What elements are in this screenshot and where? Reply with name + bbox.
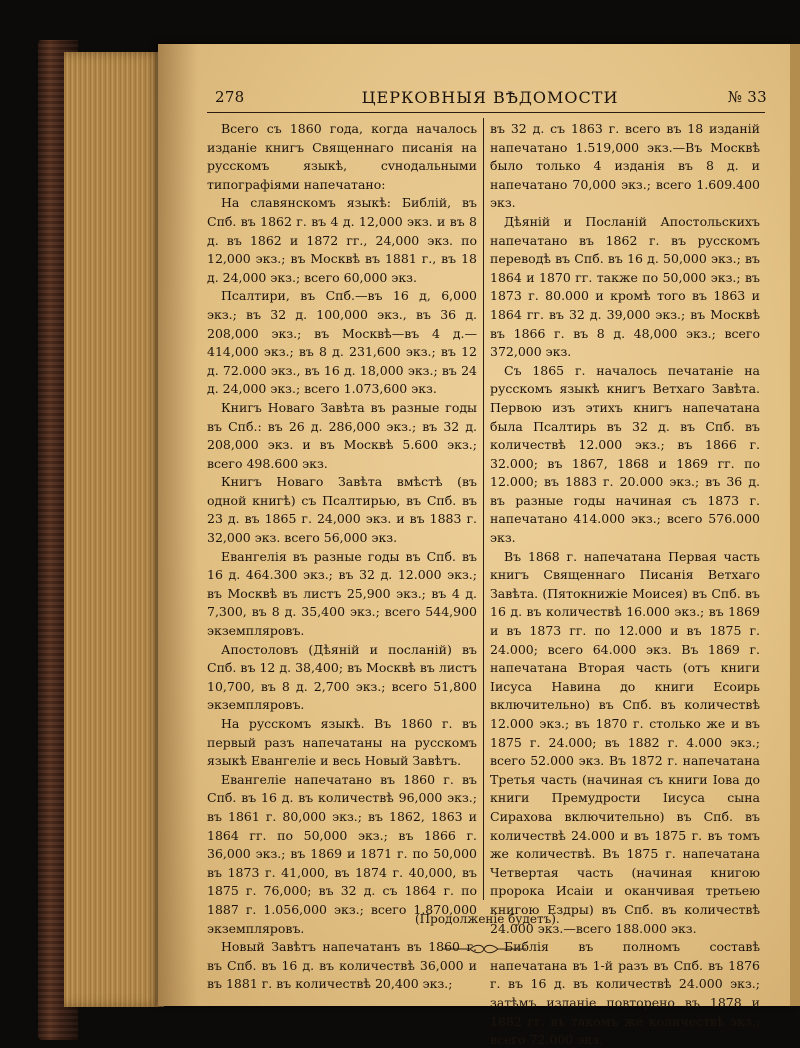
- paragraph: Книгъ Новаго Завѣта въ разные годы въ Спб.: въ 26 д. 286,000 экз.; въ 32 д. 208,000 экз. и въ Москвѣ 5.600 экз.; всего 498.600 экз.: [207, 399, 477, 471]
- page-edges: [64, 52, 164, 1007]
- paragraph: Псалтири, въ Спб.—въ 16 д, 6,000 экз.; въ 32 д. 100,000 экз., въ 36 д. 208,000 экз.; въ Москвѣ—въ 4 д.— 414,000 экз.; въ 8 д. 231,600 экз.; въ 12 д. 72.000 экз., въ 16 д. 18,000 экз.; въ 24 д. 24,000 экз.; всего 1.073,600 экз.: [207, 288, 477, 397]
- paragraph: Дѣяній и Посланій Апостольскихъ напечатано въ 1862 г. въ русскомъ переводѣ въ Спб. въ 16 д. 50,000 экз.; въ 1864 и 1870 гг. также по 50,000 экз.; въ 1873 г. 80.000 и кромѣ того въ 1863 и 1864 гг. въ 32 д. 39,000 экз.; въ Москвѣ въ 1866 г. въ 8 д. 48,000 экз.; всего 372,000 экз.: [490, 213, 760, 360]
- ornament-divider-icon: [440, 942, 528, 956]
- journal-title: ЦЕРКОВНЫЯ ВѢДОМОСТИ: [361, 88, 619, 107]
- paragraph: Новый Завѣтъ напечатанъ въ 1860 г. въ Спб. въ 16 д. въ количествѣ 36,000 и въ 1881 г. въ количествѣ 20,400 экз.;: [207, 939, 477, 992]
- paragraph: Библія въ полномъ составѣ напечатана въ 1-й разъ въ Спб. въ 1876 г. въ 16 д. въ количествѣ 24.000 экз.; затѣмъ изданіе повторено въ 1878 и 1882 гг. въ такомъ же количествѣ экз.; всего 72.000 экз.: [490, 939, 760, 1048]
- left-column: [207, 120, 477, 994]
- paragraph: Апостоловъ (Дѣяній и посланій) въ Спб. въ 12 д. 38,400; въ Москвѣ въ листъ 10,700, въ 8 д. 2,700 экз.; всего 51,800 экземпляровъ.: [207, 641, 477, 713]
- paragraph: На русскомъ языкѣ. Въ 1860 г. въ первый разъ напечатаны на русскомъ языкѣ Евангеліе и весь Новый Завѣтъ.: [207, 716, 477, 769]
- paragraph: Евангелія въ разные годы въ Спб. въ 16 д. 464.300 экз.; въ 32 д. 12.000 экз.; въ Москвѣ въ листъ 25,900 экз.; въ 4 д. 7,300, въ 8 д. 35,400 экз.; всего 544,900 экземпляровъ.: [207, 548, 477, 639]
- running-header: [215, 88, 765, 112]
- page-number: 278: [215, 88, 245, 106]
- continuation-note: (Продолженіе будетъ).: [415, 912, 560, 926]
- next-page-edge: [790, 44, 800, 1006]
- paragraph: въ 32 д. съ 1863 г. всего въ 18 изданій напечатано 1.519,000 экз.—Въ Москвѣ было только 4 изданія въ 8 д. и напечатано 70,000 экз.; всего 1.609.400 экз.: [490, 121, 760, 211]
- right-column: [490, 120, 760, 1048]
- paragraph: На славянскомъ языкѣ: Библій, въ Спб. въ 1862 г. въ 4 д. 12,000 экз. и въ 8 д. въ 1862 и 1872 гг., 24,000 экз. по 12,000 экз.; въ Москвѣ въ 1881 г., въ 18 д. 24,000 экз.; всего 60,000 экз.: [207, 195, 477, 285]
- paragraph: Всего съ 1860 года, когда началось изданіе книгъ Священнаго писанія на русскомъ языкѣ, сvнодальными типографіями напечатано:: [207, 121, 477, 192]
- column-rule: [483, 118, 484, 900]
- paragraph: Евангеліе напечатано въ 1860 г. въ Спб. въ 16 д. въ количествѣ 96,000 экз.; въ 1861 г. 80,000 экз.; въ 1862, 1863 и 1864 гг. по 50,000 экз.; въ 1866 г. 36,000 экз.; въ 1869 и 1871 г. по 50,000 въ 1873 г. 41,000, въ 1874 г. 40,000, въ 1875 г. 76,000; въ 32 д. съ 1864 г. по 1887 г. 1.056,000 экз.; всего 1.870,000 экземпляровъ.: [207, 771, 477, 936]
- issue-number: № 33: [727, 88, 767, 106]
- paragraph: Книгъ Новаго Завѣта вмѣстѣ (въ одной книгѣ) съ Псалтирью, въ Спб. въ 23 д. въ 1865 г. 24,000 экз. и въ 1883 г. 32,000 экз. всего 56,000 экз.: [207, 474, 477, 546]
- paragraph: Съ 1865 г. началось печатаніе на русскомъ языкѣ книгъ Ветхаго Завѣта. Первою изъ этихъ книгъ напечатана была Псалтирь въ 32 д. въ Спб. въ количествѣ 12.000 экз.; въ 1866 г. 32.000; въ 1867, 1868 и 1869 гг. по 12.000; въ 1883 г. 20.000 экз.; въ 36 д. въ разные годы начиная съ 1873 г. напечатано 414.000 экз.; всего 576.000 экз.: [490, 362, 760, 546]
- header-rule: [207, 112, 765, 113]
- paragraph: Въ 1868 г. напечатана Первая часть книгъ Священнаго Писанія Ветхаго Завѣта. (Пятокнижіе Моисея) въ Спб. въ 16 д. въ количествѣ 16.000 экз.; въ 1869 и въ 1873 гг. по 12.000 и въ 1875 г. 24.000; всего 64.000 экз. Въ 1869 г. напечатана Вторая часть (отъ книги Іисуса Навина до книги Есоирь включительно) въ Спб. въ количествѣ 12.000 экз.; въ 1870 г. столько же и въ 1875 г. 24.000; въ 1882 г. 4.000 экз.; всего 52.000 экз. Въ 1872 г. напечатана Третья часть (начиная съ книги Іова до книги Премудрости Іисуса сына Сирахова включительно) въ Спб. въ количествѣ 24.000 и въ 1875 г. въ томъ же количествѣ. Въ 1875 г. напечатана Четвертая часть (начиная книгою пророка Исаіи и оканчивая третьею книгою Ездры) въ Спб. въ количествѣ 24.000 экз.—всего 188.000 экз.: [490, 548, 760, 936]
